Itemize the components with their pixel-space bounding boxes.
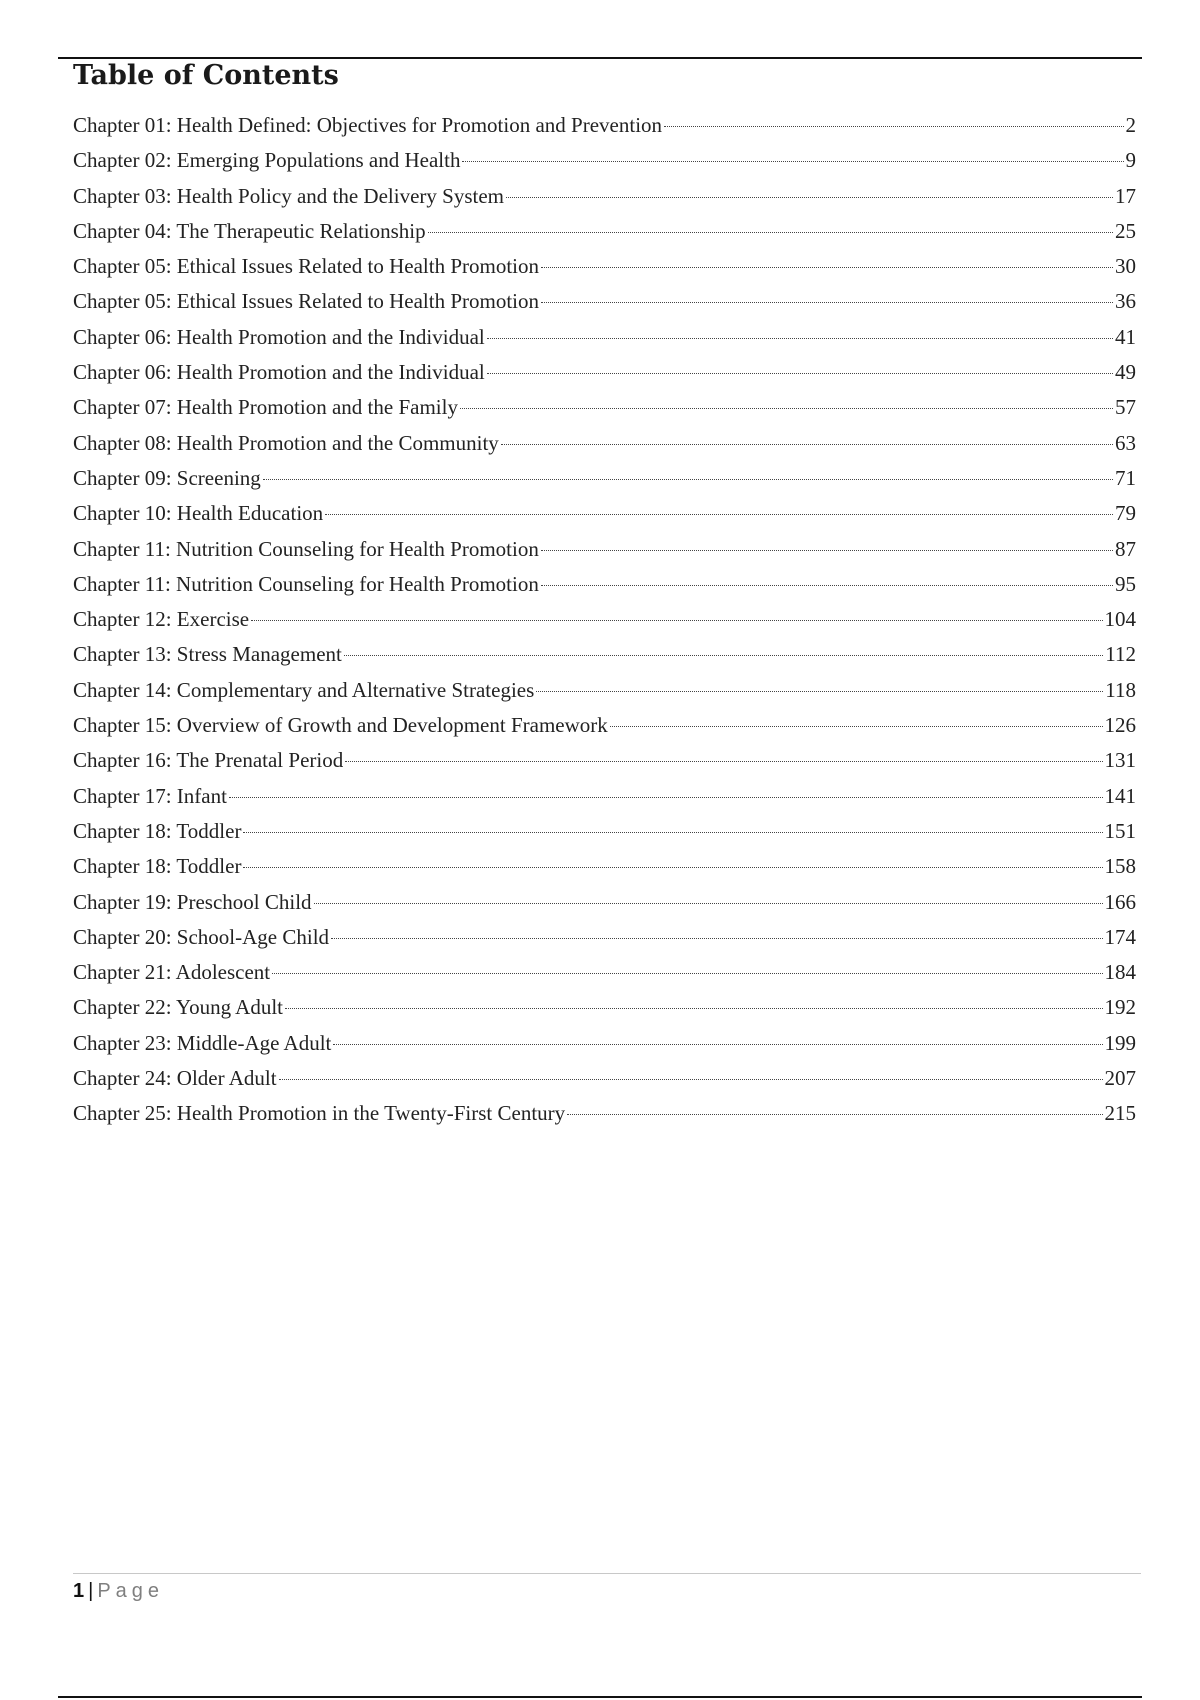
toc-entry[interactable] <box>73 854 1136 889</box>
dot-leader <box>272 973 1102 974</box>
toc-entry-title: Chapter 07: Health Promotion and the Family <box>73 395 458 420</box>
dot-leader <box>460 408 1113 409</box>
toc-entry-page: 87 <box>1115 536 1136 561</box>
toc-entry-page: 41 <box>1115 324 1136 349</box>
toc-entry[interactable] <box>73 607 1136 642</box>
toc-entry-title: Chapter 06: Health Promotion and the Individual <box>73 324 485 349</box>
toc-entry[interactable] <box>73 466 1136 501</box>
dot-leader <box>487 338 1113 339</box>
dot-leader <box>331 938 1102 939</box>
toc-entry[interactable] <box>73 1101 1136 1136</box>
toc-entry-title: Chapter 05: Ethical Issues Related to Health Promotion <box>73 289 539 314</box>
toc-entry-title: Chapter 12: Exercise <box>73 607 250 632</box>
footer-page-label: Page <box>97 1580 165 1602</box>
dot-leader <box>229 797 1103 798</box>
dot-leader <box>664 126 1123 127</box>
dot-leader <box>567 1114 1102 1115</box>
toc-entry[interactable] <box>73 1031 1136 1066</box>
toc-entry-title: Chapter 04: The Therapeutic Relationship <box>73 218 426 243</box>
dot-leader <box>541 302 1113 303</box>
toc-entry[interactable] <box>73 713 1136 748</box>
toc-entry-page: 166 <box>1104 889 1136 914</box>
dot-leader <box>501 444 1113 445</box>
toc-entry-page: 63 <box>1115 430 1136 455</box>
toc-entry-title: Chapter 14: Complementary and Alternative Strategies <box>73 677 535 702</box>
toc-entry[interactable] <box>73 501 1136 536</box>
toc-entry-page: 118 <box>1105 677 1136 702</box>
toc-entry-page: 25 <box>1115 218 1136 243</box>
dot-leader <box>345 761 1102 762</box>
toc-entry-page: 141 <box>1104 783 1136 808</box>
toc-entry-page: 30 <box>1115 254 1136 279</box>
toc-entry[interactable] <box>73 113 1136 148</box>
toc-entry-page: 49 <box>1115 360 1136 385</box>
footer-page-number: 1 <box>73 1580 85 1602</box>
toc-entry-page: 215 <box>1104 1101 1136 1126</box>
dot-leader <box>536 691 1103 692</box>
dot-leader <box>243 867 1102 868</box>
toc-entry-page: 151 <box>1104 818 1136 843</box>
toc-entry[interactable] <box>73 395 1136 430</box>
toc-entry-page: 126 <box>1104 713 1136 738</box>
dot-leader <box>487 373 1113 374</box>
dot-leader <box>344 655 1103 656</box>
toc-entry-title: Chapter 06: Health Promotion and the Individual <box>73 360 485 385</box>
top-border-rule <box>58 57 1142 59</box>
toc-entry-page: 158 <box>1104 854 1136 879</box>
toc-entry-title: Chapter 23: Middle-Age Adult <box>73 1030 332 1055</box>
toc-entry[interactable] <box>73 784 1136 819</box>
toc-entry-page: 71 <box>1115 465 1136 490</box>
toc-entry-title: Chapter 20: School-Age Child <box>73 924 330 949</box>
toc-entry[interactable] <box>73 431 1136 466</box>
page-footer <box>73 1580 164 1603</box>
toc-entry-title: Chapter 16: The Prenatal Period <box>73 748 344 773</box>
dot-leader <box>251 620 1102 621</box>
toc-entry-title: Chapter 13: Stress Management <box>73 642 342 667</box>
toc-entry-title: Chapter 15: Overview of Growth and Development Framework <box>73 713 608 738</box>
dot-leader <box>541 585 1113 586</box>
toc-entry-title: Chapter 17: Infant <box>73 783 227 808</box>
toc-entry[interactable] <box>73 219 1136 254</box>
toc-entry[interactable] <box>73 678 1136 713</box>
toc-entry-title: Chapter 11: Nutrition Counseling for Health Promotion <box>73 536 539 561</box>
toc-entry-title: Chapter 19: Preschool Child <box>73 889 312 914</box>
toc-entry-page: 79 <box>1115 501 1136 526</box>
toc-entry-title: Chapter 08: Health Promotion and the Community <box>73 430 499 455</box>
dot-leader <box>325 514 1113 515</box>
toc-entry[interactable] <box>73 925 1136 960</box>
toc-entry[interactable] <box>73 748 1136 783</box>
bottom-border-rule <box>58 1696 1142 1698</box>
dot-leader <box>462 161 1123 162</box>
dot-leader <box>428 232 1113 233</box>
toc-entry-title: Chapter 02: Emerging Populations and Health <box>73 148 461 173</box>
toc-entry[interactable] <box>73 325 1136 360</box>
toc-entry-page: 57 <box>1115 395 1136 420</box>
toc-entry-page: 184 <box>1104 960 1136 985</box>
toc-entry[interactable] <box>73 572 1136 607</box>
dot-leader <box>285 1008 1102 1009</box>
toc-entry-title: Chapter 01: Health Defined: Objectives for Promotion and Prevention <box>73 113 663 137</box>
toc-entry[interactable] <box>73 890 1136 925</box>
toc-entry[interactable] <box>73 642 1136 677</box>
toc-entry-page: 2 <box>1125 113 1136 137</box>
toc-entry[interactable] <box>73 289 1136 324</box>
toc-entry[interactable] <box>73 360 1136 395</box>
toc-entry[interactable] <box>73 537 1136 572</box>
dot-leader <box>541 550 1113 551</box>
footer-divider <box>73 1573 1141 1574</box>
toc-entry-page: 104 <box>1104 607 1136 632</box>
toc-entry-page: 131 <box>1104 748 1136 773</box>
toc-entry[interactable] <box>73 148 1136 183</box>
toc-list <box>73 113 1136 1137</box>
toc-entry[interactable] <box>73 184 1136 219</box>
toc-entry-title: Chapter 11: Nutrition Counseling for Health Promotion <box>73 571 539 596</box>
dot-leader <box>333 1044 1102 1045</box>
toc-entry-title: Chapter 21: Adolescent <box>73 960 271 985</box>
toc-entry-title: Chapter 25: Health Promotion in the Twenty-First Century <box>73 1101 566 1126</box>
toc-entry[interactable] <box>73 960 1136 995</box>
toc-entry[interactable] <box>73 254 1136 289</box>
toc-entry-title: Chapter 03: Health Policy and the Delivery System <box>73 183 504 208</box>
toc-entry-title: Chapter 18: Toddler <box>73 854 242 879</box>
toc-entry-page: 95 <box>1115 571 1136 596</box>
toc-title: Table of Contents <box>73 60 339 91</box>
toc-entry-page: 207 <box>1104 1066 1136 1091</box>
toc-entry-page: 112 <box>1105 642 1136 667</box>
toc-entry-page: 192 <box>1104 995 1136 1020</box>
dot-leader <box>314 903 1103 904</box>
toc-entry-title: Chapter 10: Health Education <box>73 501 324 526</box>
toc-entry-title: Chapter 22: Young Adult <box>73 995 284 1020</box>
toc-entry-title: Chapter 05: Ethical Issues Related to Health Promotion <box>73 254 539 279</box>
toc-entry-page: 174 <box>1104 924 1136 949</box>
toc-entry-title: Chapter 09: Screening <box>73 465 261 490</box>
toc-entry-page: 17 <box>1115 183 1136 208</box>
dot-leader <box>610 726 1103 727</box>
footer-separator: | <box>88 1580 94 1602</box>
toc-entry[interactable] <box>73 819 1136 854</box>
toc-entry[interactable] <box>73 1066 1136 1101</box>
toc-entry[interactable] <box>73 995 1136 1030</box>
dot-leader <box>541 267 1113 268</box>
toc-entry-title: Chapter 24: Older Adult <box>73 1066 277 1091</box>
toc-entry-page: 36 <box>1115 289 1136 314</box>
dot-leader <box>506 197 1113 198</box>
dot-leader <box>243 832 1102 833</box>
dot-leader <box>263 479 1113 480</box>
toc-entry-title: Chapter 18: Toddler <box>73 818 242 843</box>
toc-entry-page: 9 <box>1125 148 1136 173</box>
dot-leader <box>279 1079 1103 1080</box>
toc-entry-page: 199 <box>1104 1030 1136 1055</box>
